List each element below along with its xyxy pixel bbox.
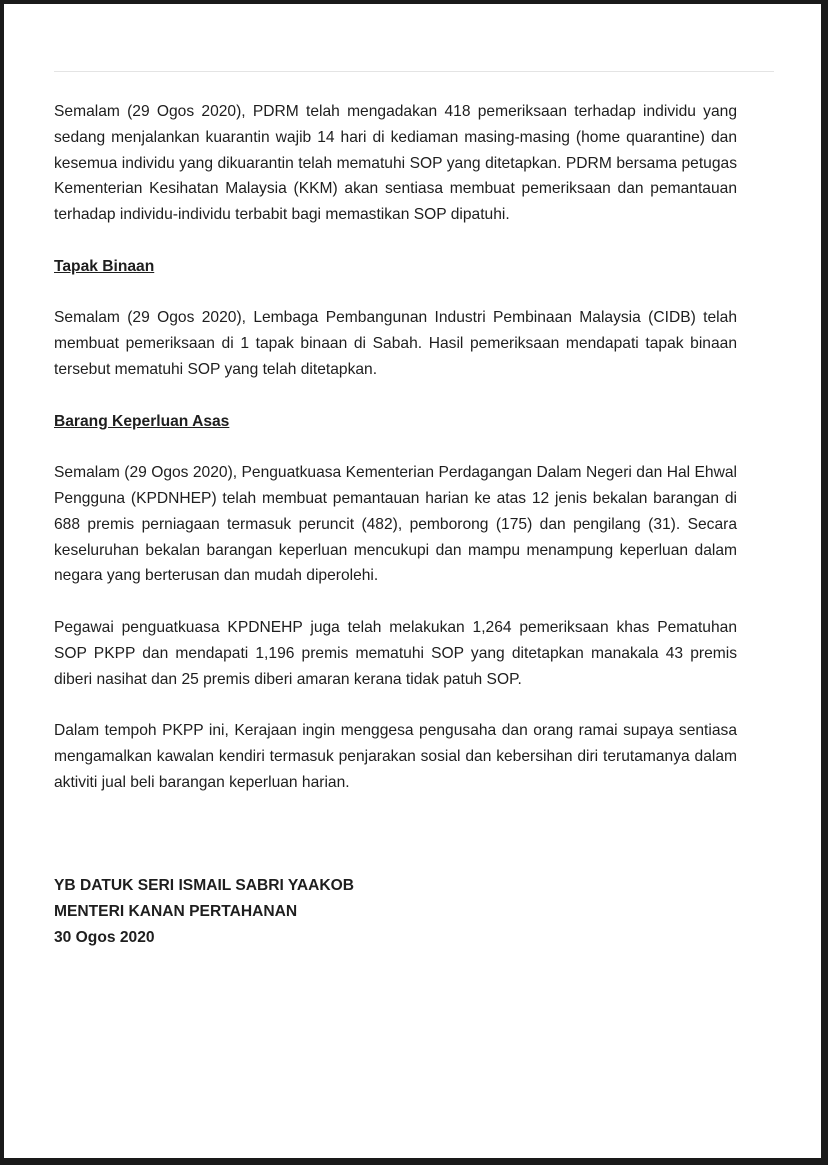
signature-title: MENTERI KANAN PERTAHANAN: [54, 902, 298, 920]
document-body: [54, 99, 737, 950]
signature-name: YB DATUK SERI ISMAIL SABRI YAAKOB: [54, 876, 355, 894]
document-page: [4, 4, 821, 1158]
heading-barang-keperluan-asas: Barang Keperluan Asas: [54, 412, 230, 430]
paragraph-pdrm-inspection: Semalam (29 Ogos 2020), PDRM telah mengadakan 418 pemeriksaan terhadap individu yang sedang menjalankan kuarantin wajib 14 hari di kediaman masing-masing (home quarantine) dan kesemua individu yang dikuarantin telah mematuhi SOP yang ditetapkan. PDRM bersama petugas Kementerian Kesihatan Malaysia (KKM) akan sentiasa membuat pemeriksaan dan pemantauan terhadap individu-individu terbabit bagi memastikan SOP dipatuhi.: [54, 103, 737, 224]
header-divider: [54, 71, 774, 72]
paragraph-cidb-inspection: Semalam (29 Ogos 2020), Lembaga Pembangunan Industri Pembinaan Malaysia (CIDB) telah membuat pemeriksaan di 1 tapak binaan di Sabah. Hasil pemeriksaan mendapati tapak binaan tersebut mematuhi SOP yang telah ditetapkan.: [54, 309, 737, 378]
paragraph-kpdnhep-monitoring: Semalam (29 Ogos 2020), Penguatkuasa Kementerian Perdagangan Dalam Negeri dan Hal Ehwal Pengguna (KPDNHEP) telah membuat pemantauan harian ke atas 12 jenis bekalan barangan di 688 premis perniagaan termasuk peruncit (482), pemborong (175) dan pengilang (31). Secara keseluruhan bekalan barangan keperluan mencukupi dan mampu menampung keperluan dalam negara yang berterusan dan mudah diperolehi.: [54, 464, 737, 585]
paragraph-kpdnehp-enforcement: Pegawai penguatkuasa KPDNEHP juga telah melakukan 1,264 pemeriksaan khas Pematuhan SOP PKPP dan mendapati 1,196 premis mematuhi SOP yang ditetapkan manakala 43 premis diberi nasihat dan 25 premis diberi amaran kerana tidak patuh SOP.: [54, 618, 737, 688]
heading-tapak-binaan: Tapak Binaan: [54, 257, 155, 275]
signature-date: 30 Ogos 2020: [54, 928, 155, 946]
paragraph-pkpp-appeal: Dalam tempoh PKPP ini, Kerajaan ingin menggesa pengusaha dan orang ramai supaya sentiasa mengamalkan kawalan kendiri termasuk penjarakan sosial dan kebersihan diri terutamanya dalam aktiviti jual beli barangan keperluan harian.: [54, 722, 737, 791]
